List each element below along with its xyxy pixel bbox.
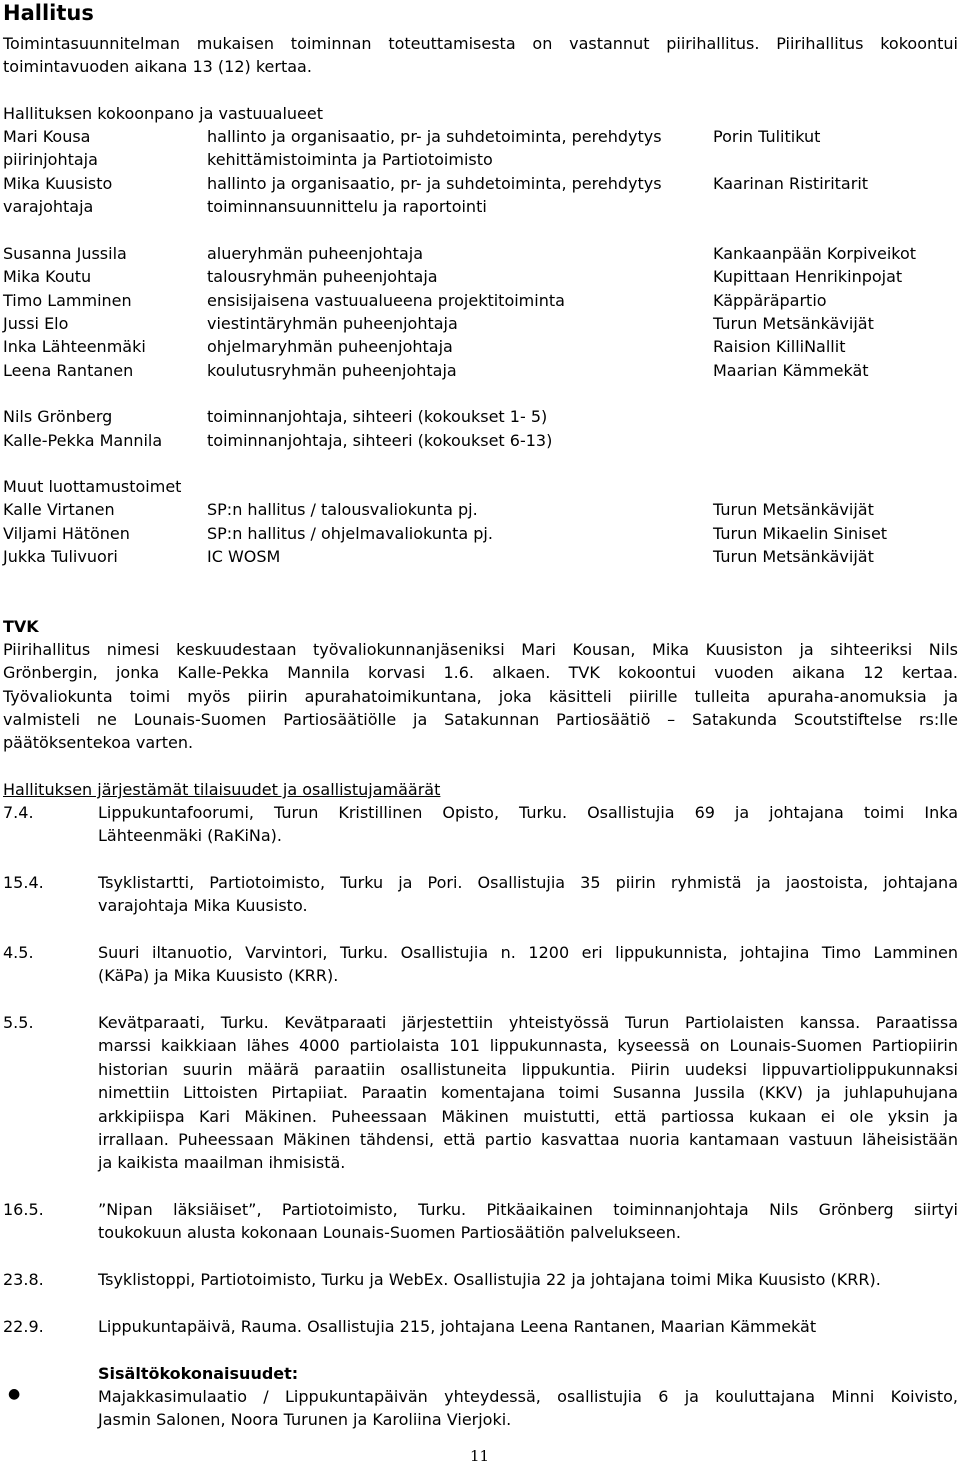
member-row [3,265,958,288]
event-text-line: ja kaikista maailman ihmisistä. [98,1153,346,1173]
member-group: Kankaanpään Korpiveikot [713,244,917,263]
other-group: Turun Metsänkävijät [713,500,874,519]
event-text-line: varajohtaja Mika Kuusisto. [98,896,308,916]
event-date: 16.5. [3,1200,44,1219]
event-text-line: Suuri iltanuotio, Varvintori, Turku. Osallistujia n. 1200 eri lippukunnista, johtajina Timo Lamminen [98,943,958,962]
secretary-name: Nils Grönberg [3,407,113,426]
member-role: ensisijaisena vastuualueena projektitoiminta [207,291,565,310]
member-name: Susanna Jussila [3,244,127,263]
event-text-line: marssi kaikkiaan lähes 4000 partiolaista 101 lippukunnasta, kyseessä on Lounais-Suomen Partiopiirin [98,1036,958,1056]
event-text-line: historian suurin määrä paraatiin osallistuneita lippukuntia. Piirin uudeksi lippuvartiolippukunnaksi [98,1059,958,1079]
other-role: SP:n hallitus / talousvaliokunta pj. [207,500,478,519]
other-name: Jukka Tulivuori [3,547,118,566]
member-group: Kupittaan Henrikinpojat [713,267,903,286]
board-role: hallinto ja organisaatio, pr- ja suhdetoiminta, perehdytys [207,174,662,193]
event-date: 23.8. [3,1270,44,1289]
board-name: varajohtaja [3,197,94,216]
secretary-row [3,429,958,452]
member-name: Timo Lamminen [3,291,132,310]
tvk-line: valmisteli ne Lounais-Suomen Partiosäätiölle ja Satakunnan Partiosäätiö – Satakunda Scoutstiftelse rs:lle [3,710,958,729]
event-date: 15.4. [3,873,44,892]
member-row [3,312,958,335]
member-name: Mika Koutu [3,267,92,286]
event-date: 22.9. [3,1317,44,1336]
member-row [3,359,958,382]
member-name: Inka Lähteenmäki [3,337,146,356]
event-text-line: Kevätparaati, Turku. Kevätparaati järjestettiin yhteistyössä Turun Partiolaisten kanssa. Paraatissa [98,1013,958,1032]
member-name: Jussi Elo [3,314,69,333]
member-group: Raision KilliNallit [713,337,846,356]
event-text-line: ”Nipan läksiäiset”, Partiotoimisto, Turku. Pitkäaikainen toiminnanjohtaja Nils Grönberg siirtyi [98,1200,958,1219]
board-name: Mari Kousa [3,127,91,146]
member-group: Maarian Kämmekät [713,361,869,380]
event-text-line: toukokuun alusta kokonaan Lounais-Suomen Partiosäätiön palvelukseen. [98,1223,681,1243]
board-role: kehittämistoiminta ja Partiotoimisto [207,150,493,169]
secretary-name: Kalle-Pekka Mannila [3,431,163,450]
member-row [3,242,958,265]
content-heading: Sisältökokonaisuudet: [98,1364,299,1383]
bullet-icon: ● [8,1386,21,1402]
board-row [3,172,958,195]
tvk-line: Piirihallitus nimesi keskuudestaan työvaliokunnanjäseniksi Mari Kousan, Mika Kuusiston ja sihteeriksi Nils [3,640,958,659]
event-text-line: Lippukuntapäivä, Rauma. Osallistujia 215, johtajana Leena Rantanen, Maarian Kämmekät [98,1317,817,1336]
board-name: Mika Kuusisto [3,174,113,193]
other-role: SP:n hallitus / ohjelmavaliokunta pj. [207,524,493,543]
member-role: alueryhmän puheenjohtaja [207,244,424,263]
secretary-role: toiminnanjohtaja, sihteeri (kokoukset 6-13) [207,431,553,450]
other-name: Kalle Virtanen [3,500,115,519]
board-row [3,195,958,218]
event-text-line: arkkipiispa Kari Mäkinen. Puheessaan Mäkinen muistutti, että partiossa kukaan ei ole yksin ja [98,1106,958,1126]
section-title: Hallitus [3,1,94,25]
event-text-line: (KäPa) ja Mika Kuusisto (KRR). [98,966,339,986]
other-group: Turun Metsänkävijät [713,547,874,566]
member-role: ohjelmaryhmän puheenjohtaja [207,337,453,356]
other-row [3,522,958,545]
content-item [98,1385,958,1432]
board-group: Kaarinan Ristiritarit [713,174,869,193]
composition-heading: Hallituksen kokoonpano ja vastuualueet [3,104,323,123]
board-role: toiminnansuunnittelu ja raportointi [207,197,487,216]
other-row [3,498,958,521]
tvk-line: Työvaliokunta toimi myös piirin apurahatoimikuntana, joka käsitteli piirille tulleita apuraha-anomuksia ja [3,687,958,706]
board-name: piirinjohtaja [3,150,98,169]
event-text-line: nimettiin Littoisten Pirtapiiat. Paraatin komentajana toimi Susanna Jussila (KKV) ja juhlapuhujana [98,1083,958,1103]
secretary-row [3,405,958,428]
other-row [3,545,958,568]
board-row [3,148,958,171]
member-row [3,289,958,312]
other-heading: Muut luottamustoimet [3,477,182,496]
tvk-line: päätöksentekoa varten. [3,733,194,752]
tvk-line: Grönbergin, jonka Kalle-Pekka Mannila korvasi 1.6. alkaen. TVK kokoontui vuoden aikana 12 kertaa. [3,663,958,682]
board-row [3,125,958,148]
event-date: 4.5. [3,943,34,962]
event-text-line: Tsyklistoppi, Partiotoimisto, Turku ja WebEx. Osallistujia 22 ja johtajana toimi Mika Kuusisto (KRR). [98,1270,881,1289]
board-role: hallinto ja organisaatio, pr- ja suhdetoiminta, perehdytys [207,127,662,146]
member-row [3,335,958,358]
other-name: Viljami Hätönen [3,524,130,543]
event-text-line: Lähteenmäki (RaKiNa). [98,826,282,846]
event-text-line: irrallaan. Puheessaan Mäkinen tähdensi, että partio kasvattaa nuoria kantamaan vastuun läheisistään [98,1130,958,1150]
other-role: IC WOSM [207,547,281,566]
secretary-role: toiminnanjohtaja, sihteeri (kokoukset 1- 5) [207,407,548,426]
board-group: Porin Tulitikut [713,127,821,146]
content-item-line: Majakkasimulaatio / Lippukuntapäivän yhteydessä, osallistujia 6 ja kouluttajana Minni Koivisto, [98,1387,958,1406]
member-name: Leena Rantanen [3,361,134,380]
member-group: Käppäräpartio [713,291,827,310]
member-role: koulutusryhmän puheenjohtaja [207,361,457,380]
event-date: 5.5. [3,1013,34,1032]
member-role: viestintäryhmän puheenjohtaja [207,314,458,333]
page-number: 11 [470,1447,490,1465]
intro-line-2: toimintavuoden aikana 13 (12) kertaa. [3,57,312,76]
other-group: Turun Mikaelin Siniset [713,524,888,543]
member-group: Turun Metsänkävijät [713,314,874,333]
tvk-heading: TVK [3,617,39,636]
content-item-line: Jasmin Salonen, Noora Turunen ja Karoliina Vierjoki. [98,1410,512,1430]
intro-line-1: Toimintasuunnitelman mukaisen toiminnan toteuttamisesta on vastannut piirihallitus. Piirihallitus kokoontui [3,34,958,53]
event-date: 7.4. [3,803,34,822]
events-heading: Hallituksen järjestämät tilaisuudet ja osallistujamäärät [3,780,441,799]
event-text-line: Tsyklistartti, Partiotoimisto, Turku ja Pori. Osallistujia 35 piirin ryhmistä ja jaostoista, johtajana [98,873,958,892]
event-text-line: Lippukuntafoorumi, Turun Kristillinen Opisto, Turku. Osallistujia 69 ja johtajana toimi Inka [98,803,958,822]
member-role: talousryhmän puheenjohtaja [207,267,438,286]
